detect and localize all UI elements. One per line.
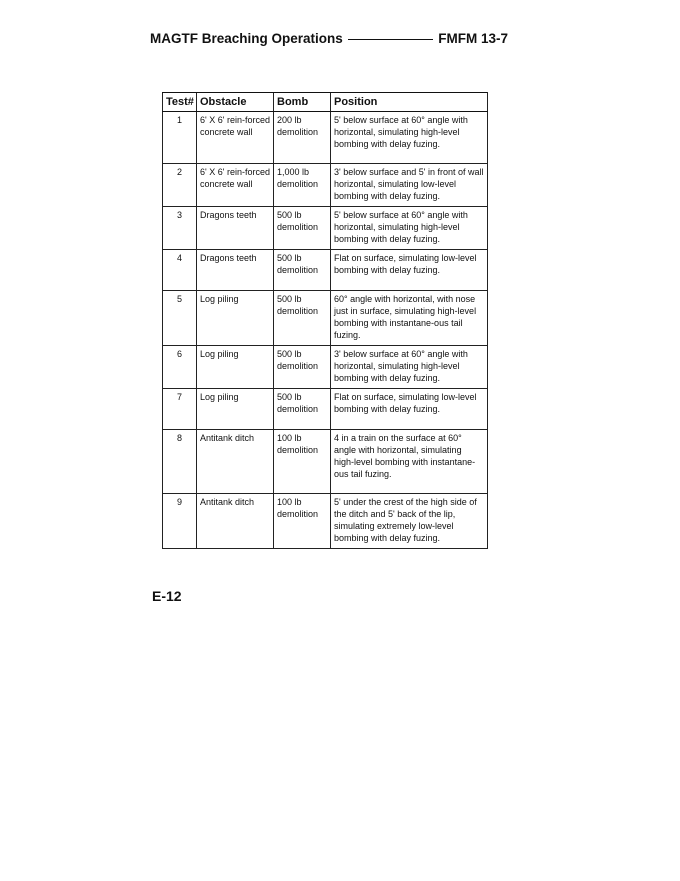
- bomb-cell: 500 lb demolition: [274, 207, 331, 250]
- obstacle-cell: Dragons teeth: [197, 250, 274, 291]
- page-number: E-12: [152, 588, 182, 604]
- obstacle-cell: 6' X 6' rein-forced concrete wall: [197, 164, 274, 207]
- position-cell: Flat on surface, simulating low-level bombing with delay fuzing.: [331, 389, 488, 430]
- table-row: [163, 250, 488, 291]
- obstacle-cell: 6' X 6' rein-forced concrete wall: [197, 112, 274, 164]
- breaching-test-table: [162, 92, 488, 549]
- running-header: [150, 28, 508, 48]
- position-cell: Flat on surface, simulating low-level bombing with delay fuzing.: [331, 250, 488, 291]
- obstacle-cell: Antitank ditch: [197, 430, 274, 494]
- test-number: 4: [163, 250, 197, 291]
- test-number: 7: [163, 389, 197, 430]
- bomb-cell: 100 lb demolition: [274, 494, 331, 549]
- table-row: [163, 494, 488, 549]
- header-rule: [348, 39, 433, 40]
- obstacle-cell: Log piling: [197, 291, 274, 346]
- obstacle-cell: Log piling: [197, 346, 274, 389]
- test-number: 9: [163, 494, 197, 549]
- header-title: MAGTF Breaching Operations: [150, 30, 343, 46]
- table-row: [163, 291, 488, 346]
- obstacle-cell: Dragons teeth: [197, 207, 274, 250]
- column-header-obstacle: Obstacle: [197, 93, 274, 112]
- bomb-cell: 1,000 lb demolition: [274, 164, 331, 207]
- position-cell: 3' below surface and 5' in front of wall horizontal, simulating low-level bombing with delay fuzing.: [331, 164, 488, 207]
- position-cell: 60° angle with horizontal, with nose just in surface, simulating high-level bombing with instantane-ous tail fuzing.: [331, 291, 488, 346]
- test-number: 8: [163, 430, 197, 494]
- table-row: [163, 346, 488, 389]
- table-header-row: [163, 93, 488, 112]
- obstacle-cell: Antitank ditch: [197, 494, 274, 549]
- table-row: [163, 112, 488, 164]
- bomb-cell: 500 lb demolition: [274, 346, 331, 389]
- position-cell: 5' below surface at 60° angle with horizontal, simulating high-level bombing with delay fuzing.: [331, 112, 488, 164]
- column-header-test: Test#: [163, 93, 197, 112]
- bomb-cell: 100 lb demolition: [274, 430, 331, 494]
- bomb-cell: 500 lb demolition: [274, 389, 331, 430]
- test-number: 5: [163, 291, 197, 346]
- position-cell: 5' below surface at 60° angle with horizontal, simulating high-level bombing with delay fuzing.: [331, 207, 488, 250]
- obstacle-cell: Log piling: [197, 389, 274, 430]
- test-number: 3: [163, 207, 197, 250]
- test-number: 6: [163, 346, 197, 389]
- bomb-cell: 200 lb demolition: [274, 112, 331, 164]
- table-row: [163, 207, 488, 250]
- position-cell: 5' under the crest of the high side of the ditch and 5' back of the lip, simulating extremely low-level bombing with delay fuzing.: [331, 494, 488, 549]
- table-row: [163, 430, 488, 494]
- column-header-position: Position: [331, 93, 488, 112]
- position-cell: 3' below surface at 60° angle with horizontal, simulating high-level bombing with delay fuzing.: [331, 346, 488, 389]
- bomb-cell: 500 lb demolition: [274, 291, 331, 346]
- test-number: 2: [163, 164, 197, 207]
- header-doc-id: FMFM 13-7: [438, 30, 508, 46]
- position-cell: 4 in a train on the surface at 60° angle with horizontal, simulating high-level bombing with instantane-ous tail fuzing.: [331, 430, 488, 494]
- column-header-bomb: Bomb: [274, 93, 331, 112]
- table-row: [163, 164, 488, 207]
- bomb-cell: 500 lb demolition: [274, 250, 331, 291]
- test-number: 1: [163, 112, 197, 164]
- table-row: [163, 389, 488, 430]
